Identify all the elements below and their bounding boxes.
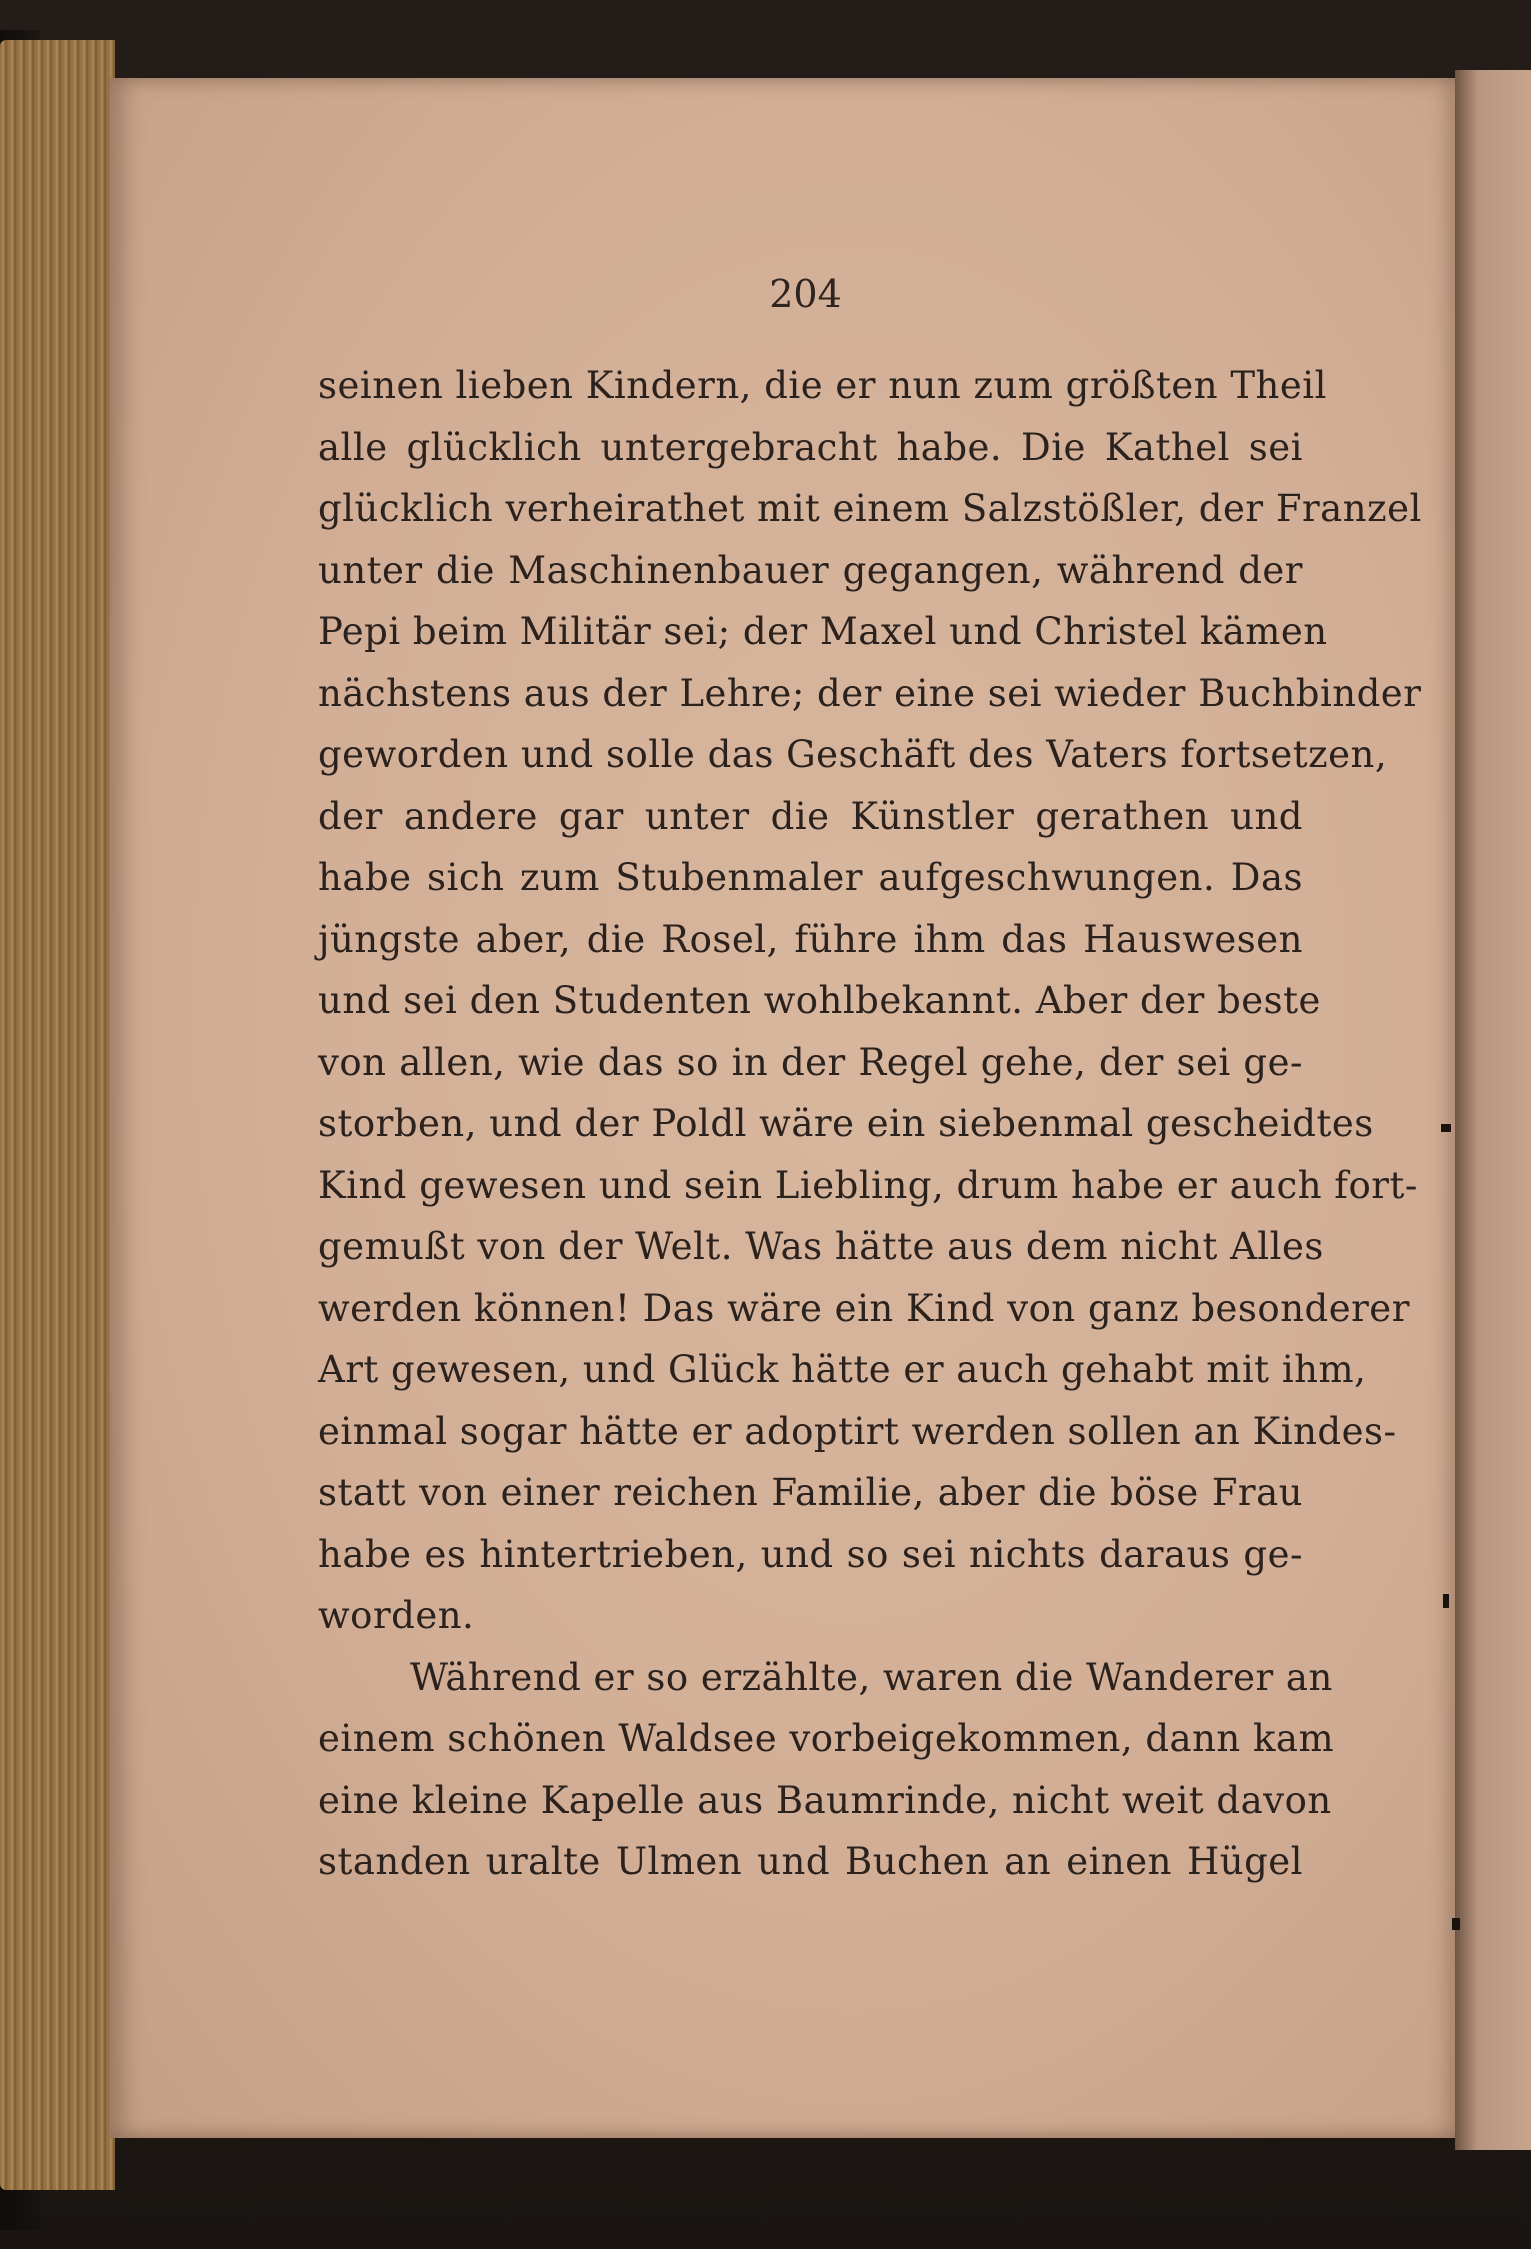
text-line: worden.	[318, 1594, 475, 1637]
ink-speck	[1452, 1918, 1460, 1930]
text-line: alle glücklich untergebracht habe. Die Kathel sei	[318, 425, 1303, 469]
text-line: Während er so erzählte, waren die Wanderer an	[410, 1655, 1333, 1699]
page-text	[318, 355, 1422, 1893]
text-line: Kind gewesen und sein Liebling, drum habe er auch fort-	[318, 1163, 1418, 1207]
text-line: und sei den Studenten wohlbekannt. Aber der beste	[318, 979, 1321, 1022]
text-line: nächstens aus der Lehre; der eine sei wieder Buchbinder	[318, 671, 1422, 715]
text-line: von allen, wie das so in der Regel gehe, der sei ge-	[318, 1040, 1303, 1084]
text-line: gemußt von der Welt. Was hätte aus dem nicht Alles	[318, 1225, 1324, 1268]
text-line: storben, und der Poldl wäre ein siebenmal gescheidtes	[318, 1102, 1374, 1145]
text-line: unter die Maschinenbauer gegangen, während der	[318, 548, 1303, 592]
ink-speck	[1443, 1594, 1449, 1608]
text-line: werden können! Das wäre ein Kind von ganz besonderer	[318, 1286, 1410, 1330]
text-line: habe sich zum Stubenmaler aufgeschwungen. Das	[318, 856, 1303, 899]
text-line: eine kleine Kapelle aus Baumrinde, nicht weit davon	[318, 1778, 1332, 1822]
text-line: habe es hintertrieben, und so sei nichts daraus ge-	[318, 1532, 1303, 1576]
text-line: einem schönen Waldsee vorbeigekommen, dann kam	[318, 1717, 1335, 1760]
text-line: statt von einer reichen Familie, aber die böse Frau	[318, 1471, 1303, 1514]
text-line: einmal sogar hätte er adoptirt werden sollen an Kindes-	[318, 1409, 1397, 1453]
text-line: jüngste aber, die Rosel, führe ihm das Hauswesen	[318, 917, 1303, 961]
text-line: geworden und solle das Geschäft des Vaters fortsetzen,	[318, 733, 1388, 776]
text-line: der andere gar unter die Künstler gerathen und	[318, 794, 1303, 838]
ink-speck	[1441, 1124, 1451, 1132]
text-line: seinen lieben Kindern, die er nun zum größten Theil	[318, 364, 1327, 407]
page-edges	[0, 40, 115, 2190]
facing-page-edge	[1455, 70, 1531, 2150]
text-line: Art gewesen, und Glück hätte er auch gehabt mit ihm,	[318, 1348, 1367, 1391]
text-line: glücklich verheirathet mit einem Salzstößler, der Franzel	[318, 487, 1422, 530]
text-line: standen uralte Ulmen und Buchen an einen Hügel	[318, 1840, 1303, 1883]
page-number: 204	[769, 272, 842, 316]
text-line: Pepi beim Militär sei; der Maxel und Christel kämen	[318, 610, 1328, 653]
